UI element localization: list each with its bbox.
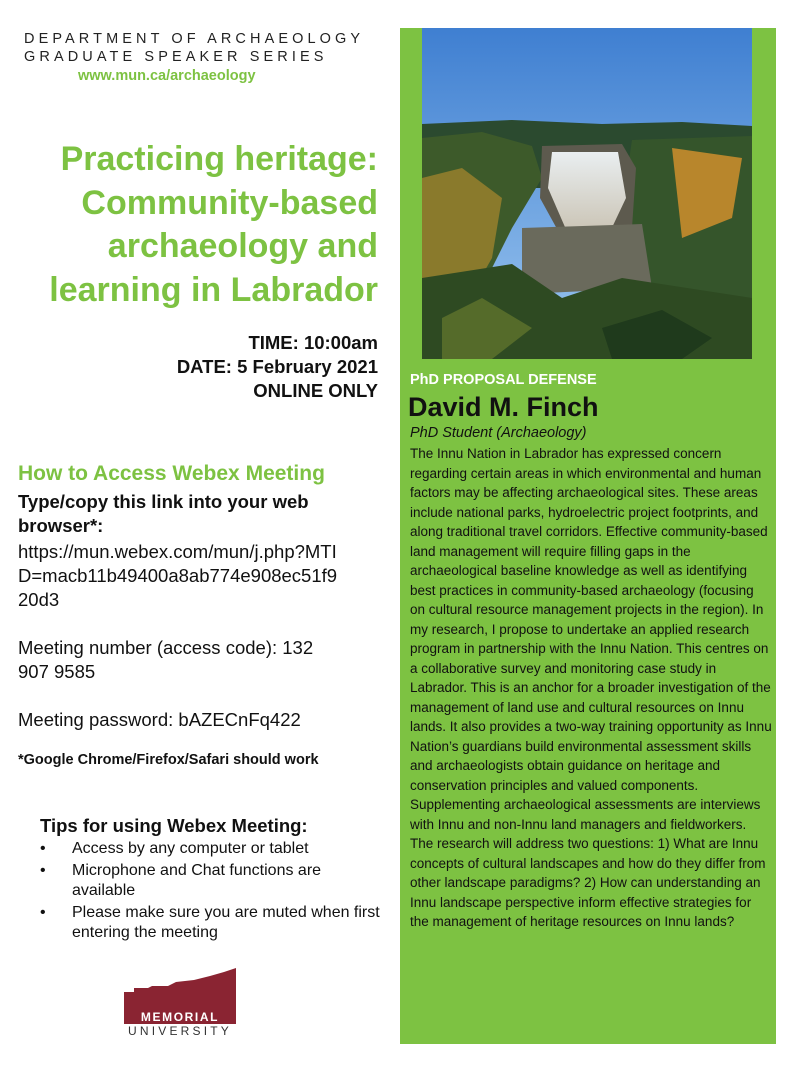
tips-list-item	[40, 903, 385, 943]
talk-title	[20, 138, 378, 312]
access-instruction-line: browser*:	[18, 515, 104, 536]
speaker-role: PhD Student (Archaeology)	[410, 425, 587, 441]
webex-link-line: D=macb11b49400a8ab774e908ec51f9	[18, 565, 338, 586]
department-name: DEPARTMENT OF ARCHAEOLOGY	[24, 31, 365, 47]
logo-text-memorial: MEMORIAL	[140, 1010, 220, 1024]
webex-link[interactable]	[18, 540, 390, 612]
talk-title-line: archaeology and	[107, 227, 378, 265]
memorial-university-logo	[124, 968, 236, 1040]
logo-text-university: UNIVERSITY	[127, 1024, 232, 1038]
meeting-number	[18, 636, 390, 684]
speaker-panel	[400, 28, 776, 1044]
tips-list-item	[40, 861, 385, 901]
tips-list-item	[40, 839, 385, 859]
department-url[interactable]: www.mun.ca/archaeology	[78, 68, 256, 84]
bullet-icon: •	[40, 904, 46, 921]
talk-title-line: Practicing heritage:	[60, 140, 378, 178]
tip-text: Microphone and Chat functions are available	[72, 862, 322, 899]
meeting-number-line: 907 9585	[18, 661, 96, 682]
meeting-password: Meeting password: bAZECnFq422	[18, 709, 301, 730]
talk-abstract: The Innu Nation in Labrador has expressed concern regarding certain areas in which environmental and human factors may be affecting archaeological sites. These areas include national parks, hydroelectric project footprints, and along traditional travel corridors. Effective community-based land management will require filling gaps in the archaeological baseline knowledge as well as identifying best practices in community-based archaeology (focusing on cultural resource management projects in the region). In my research, I propose to undertake an applied research program in partnership with the Innu Nation. This centres on a collaborative survey and monitoring case study in Labrador. This is an anchor for a broader investigation of the management of land use and cultural resources on Innu lands. It also provides a two-way training opportunity as Innu Nation’s guardians build environmental assessment skills and archaeologists obtain guidance on heritage and conservation principles and valued components. Supplementing archaeological assessments are interviews with Innu and non-Innu land managers and fieldworkers. The research will address two questions: 1) What are Innu concepts of cultural landscapes and how do they differ from other landscape paradigms? 2) How can understanding an Innu landscape perspective inform effective strategies for the management of heritage resources on Innu lands?	[410, 446, 772, 929]
tips-section	[40, 815, 385, 945]
tip-text: Access by any computer or tablet	[72, 840, 309, 857]
event-type: PhD PROPOSAL DEFENSE	[410, 372, 597, 388]
meeting-number-line: Meeting number (access code): 132	[18, 637, 314, 658]
talk-title-line: learning in Labrador	[49, 270, 378, 309]
webex-link-line: https://mun.webex.com/mun/j.php?MTI	[18, 541, 337, 562]
event-time: TIME: 10:00am	[248, 332, 378, 353]
tips-heading: Tips for using Webex Meeting:	[40, 815, 308, 836]
tips-list	[40, 839, 385, 943]
event-details	[100, 331, 378, 403]
bullet-icon: •	[40, 840, 46, 857]
access-instruction-line: Type/copy this link into your web	[18, 491, 309, 512]
browser-note: *Google Chrome/Firefox/Safari should work	[18, 752, 319, 768]
access-section	[18, 462, 390, 768]
webex-link-line: 20d3	[18, 589, 60, 610]
speaker-name: David M. Finch	[408, 392, 599, 422]
waterfall-photo	[422, 28, 752, 359]
tip-text: Please make sure you are muted when first entering the meeting	[72, 904, 380, 941]
series-name: GRADUATE SPEAKER SERIES	[24, 49, 328, 65]
access-heading: How to Access Webex Meeting	[18, 462, 325, 485]
department-header	[24, 30, 364, 66]
event-mode: ONLINE ONLY	[253, 380, 378, 401]
event-date: DATE: 5 February 2021	[176, 356, 378, 377]
talk-title-line: Community-based	[81, 183, 378, 222]
bullet-icon: •	[40, 862, 46, 879]
access-instruction	[18, 490, 390, 538]
